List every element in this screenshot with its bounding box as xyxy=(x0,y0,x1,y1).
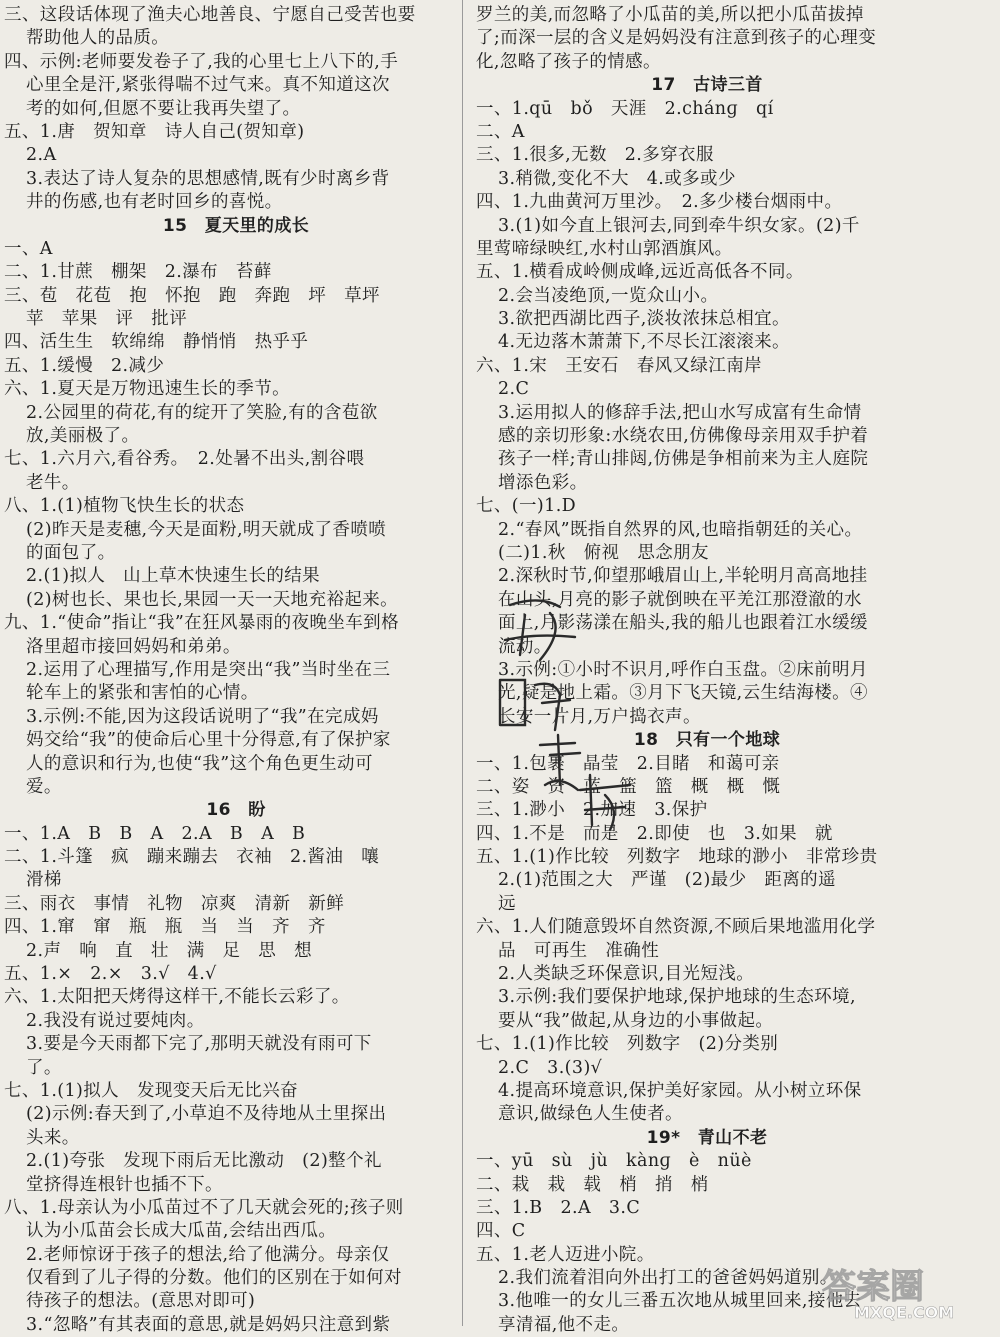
answer-line: 4.无边落木萧萧下,不尽长江滚滚来。 xyxy=(498,332,790,353)
answer-line: 老牛。 xyxy=(26,472,80,493)
answer-line: 一、1.包裹 晶莹 2.目睹 和蔼可亲 xyxy=(476,753,780,774)
answer-line: 光,疑是地上霜。③月下飞天镜,云生结海楼。④ xyxy=(498,683,868,704)
answer-line: 四、示例:老师要发卷子了,我的心里七上八下的,手 xyxy=(4,51,399,72)
answer-line: 3.示例:①小时不识月,呼作白玉盘。②床前明月 xyxy=(498,659,868,680)
answer-line: 四、1.不是 而是 2.即使 也 3.如果 就 xyxy=(476,823,833,844)
left-column xyxy=(0,0,468,1335)
answer-line: 轮车上的紧张和害怕的心情。 xyxy=(26,683,259,704)
answer-line: 2.我们流着泪向外出打工的爸爸妈妈道别。 xyxy=(498,1268,838,1289)
answer-line: 3.示例:我们要保护地球,保护地球的生态环境, xyxy=(498,987,856,1008)
answer-line: 五、1.横看成岭侧成峰,远近高低各不同。 xyxy=(476,262,804,283)
answer-line: 四、C xyxy=(476,1221,526,1242)
answer-line: 4.提高环境意识,保护美好家园。从小树立环保 xyxy=(498,1080,862,1101)
answer-line: 四、1.窜 窜 瓶 瓶 当 当 齐 齐 xyxy=(4,917,326,938)
answer-line: 2.(1)范围之大 严谨 (2)最少 距离的遥 xyxy=(498,870,836,891)
section-heading: 18 只有一个地球 xyxy=(633,730,781,751)
answer-line: 3.示例:不能,因为这段话说明了“我”在完成妈 xyxy=(26,706,379,727)
answer-line: (2)昨天是麦穗,今天是面粉,明天就成了香喷喷 xyxy=(26,519,387,540)
answer-line: 六、1.太阳把天烤得这样干,不能长云彩了。 xyxy=(4,987,350,1008)
svg-text:MXQE.COM: MXQE.COM xyxy=(854,1303,955,1322)
answer-line: 的面包了。 xyxy=(26,542,116,563)
answer-line: 五、1.唐 贺知章 诗人自己(贺知章) xyxy=(4,121,305,142)
answer-line: 一、yū sù jù kànɡ è nüè xyxy=(476,1151,752,1172)
answer-line: 2.深秋时节,仰望那峨眉山上,半轮明月高高地挂 xyxy=(498,566,868,587)
answer-line: 孩子一样;青山排闼,仿佛是争相前来为主人庭院 xyxy=(498,449,869,470)
answer-line: 二、栽 栽 载 梢 捎 梢 xyxy=(476,1174,709,1195)
answer-line: 2.C xyxy=(498,379,530,400)
answer-line: 七、1.(1)作比较 列数字 (2)分类别 xyxy=(476,1034,779,1055)
answer-line: 八、1.(1)植物飞快生长的状态 xyxy=(4,496,245,517)
answer-line: 2.会当凌绝顶,一览众山小。 xyxy=(498,285,719,306)
answer-line: 仅看到了儿子得的分数。他们的区别在于如何对 xyxy=(26,1268,402,1289)
answer-line: 七、1.六月六,看谷秀。 2.处暑不出头,割谷喂 xyxy=(4,449,365,470)
answer-line: 认为小瓜苗会长成大瓜苗,会结出西瓜。 xyxy=(26,1221,337,1242)
answer-line: 心里全是汗,紧张得喘不过气来。真不知道这次 xyxy=(26,75,390,96)
answer-line: 2.人类缺乏环保意识,目光短浅。 xyxy=(498,964,755,985)
answer-line: 堂挤得连根针也插不下。 xyxy=(26,1174,223,1195)
answer-line: 二、1.斗篷 疯 蹦来蹦去 衣袖 2.酱油 嚷 xyxy=(4,847,380,868)
answer-line: 一、1.A B B A 2.A B A B xyxy=(4,823,306,844)
answer-line: 2.“春风”既指自然界的风,也暗指朝廷的关心。 xyxy=(498,519,863,540)
answer-line: 五、1.× 2.× 3.√ 4.√ xyxy=(4,964,217,985)
section-heading: 15 夏天里的成长 xyxy=(162,215,310,236)
answer-line: 3.他唯一的女儿三番五次地从城里回来,接他去 xyxy=(498,1291,862,1312)
answer-line: 2.公园里的荷花,有的绽开了笑脸,有的含苞欲 xyxy=(26,402,378,423)
answer-line: 二、A xyxy=(476,121,525,142)
answer-line: 一、1.qū bǒ 天涯 2.chánɡ qí xyxy=(476,98,774,119)
answer-line: (二)1.秋 俯视 思念朋友 xyxy=(498,542,709,563)
answer-line: 三、1.很多,无数 2.多穿衣服 xyxy=(476,145,714,166)
answer-line: 2.我没有说过要炖肉。 xyxy=(26,1010,205,1031)
answer-line: 3.稍微,变化不大 4.或多或少 xyxy=(498,168,736,189)
answer-line: 远 xyxy=(498,893,516,914)
answer-line: 3.欲把西湖比西子,淡妆浓抹总相宜。 xyxy=(498,309,790,330)
answer-line: 3.运用拟人的修辞手法,把山水写成富有生命情 xyxy=(498,402,862,423)
answer-line: 一、A xyxy=(4,238,53,259)
answer-line: 2.声 响 直 壮 满 足 思 想 xyxy=(26,940,312,961)
answer-line: 六、1.宋 王安石 春风又绿江南岸 xyxy=(476,355,762,376)
answer-line: 二、姿 资 蓝 篮 篮 概 概 慨 xyxy=(476,776,781,797)
answer-line: 人的意识和行为,也使“我”这个角色更生动可 xyxy=(26,753,373,774)
svg-text:答案圈: 答案圈 xyxy=(822,1267,924,1307)
answer-line: 三、1.渺小 2.加速 3.保护 xyxy=(476,800,708,821)
answer-line: 意识,做绿色人生使者。 xyxy=(498,1104,683,1125)
answer-line: (2)示例:春天到了,小草迫不及待地从土里探出 xyxy=(26,1104,387,1125)
answer-line: 放,美丽极了。 xyxy=(26,426,140,447)
answer-line: 八、1.母亲认为小瓜苗过不了几天就会死的;孩子则 xyxy=(4,1197,404,1218)
answer-line: 了;而深一层的含义是妈妈没有注意到孩子的心理变 xyxy=(476,28,877,49)
answer-line: 洛里超市接回妈妈和弟弟。 xyxy=(26,636,241,657)
answer-line: 化,忽略了孩子的情感。 xyxy=(476,51,661,72)
answer-line: 二、1.甘蔗 棚架 2.瀑布 苔藓 xyxy=(4,262,272,283)
answer-line: 三、1.B 2.A 3.C xyxy=(476,1197,641,1218)
answer-line: 六、1.人们随意毁坏自然资源,不顾后果地滥用化学 xyxy=(476,917,876,938)
answer-line: 2.(1)夸张 发现下雨后无比激动 (2)整个礼 xyxy=(26,1151,382,1172)
answer-line: 品 可再生 准确性 xyxy=(498,940,660,961)
answer-line: 五、1.缓慢 2.减少 xyxy=(4,355,165,376)
answer-line: 四、1.九曲黄河万里沙。 2.多少楼台烟雨中。 xyxy=(476,192,843,213)
answer-line: 三、这段话体现了渔夫心地善良、宁愿自己受苦也要 xyxy=(4,5,416,25)
answer-line: 2.(1)拟人 山上草木快速生长的结果 xyxy=(26,566,321,587)
answer-line: 享清福,他不走。 xyxy=(498,1314,630,1335)
answer-line: 2.运用了心理描写,作用是突出“我”当时坐在三 xyxy=(26,659,391,680)
answer-line: 六、1.夏天是万物迅速生长的季节。 xyxy=(4,379,290,400)
answer-line: 要从“我”做起,从身边的小事做起。 xyxy=(498,1010,774,1031)
answer-line: 待孩子的想法。(意思对即可) xyxy=(26,1291,256,1312)
answer-line: 滑梯 xyxy=(26,870,62,891)
answer-line: 2.老师惊讶于孩子的想法,给了他满分。母亲仅 xyxy=(26,1244,390,1265)
answer-line: 3.“忽略”有其表面的意思,就是妈妈只注意到紫 xyxy=(26,1314,391,1335)
answer-line: 四、活生生 软绵绵 静悄悄 热乎乎 xyxy=(4,332,309,353)
answer-line: 头来。 xyxy=(26,1127,80,1148)
answer-line: 3.表达了诗人复杂的思想感情,既有少时离乡背 xyxy=(26,168,390,189)
answer-line: 考的如何,但愿不要让我再失望了。 xyxy=(26,98,301,119)
answer-line: 流动。 xyxy=(498,636,552,657)
answer-line: 井的伤感,也有老时回乡的喜悦。 xyxy=(26,192,283,213)
answer-line: 帮助他人的品质。 xyxy=(26,28,170,49)
answer-line: 九、1.“使命”指让“我”在狂风暴雨的夜晚坐车到格 xyxy=(4,613,399,634)
answer-line: 七、1.(1)拟人 发现变天后无比兴奋 xyxy=(4,1080,299,1101)
answer-line: 面上,月影荡漾在船头,我的船儿也跟着江水缓缓 xyxy=(498,613,868,634)
answer-line: 2.C 3.(3)√ xyxy=(498,1057,603,1078)
answer-line: 苹 苹果 评 批评 xyxy=(26,309,188,330)
answer-line: 爱。 xyxy=(26,776,62,797)
answer-line: 三、雨衣 事情 礼物 凉爽 清新 新鲜 xyxy=(4,893,345,914)
answer-line: 妈交给“我”的使命后心里十分得意,有了保护家 xyxy=(26,730,391,751)
section-heading: 19* 青山不老 xyxy=(646,1127,768,1148)
answer-line: 3.(1)如今直上银河去,同到牵牛织女家。(2)千 xyxy=(498,215,860,236)
section-heading: 16 盼 xyxy=(206,800,266,821)
answer-line: 了。 xyxy=(26,1057,62,1078)
answer-line: (2)树也长、果也长,果园一天一天地充裕起来。 xyxy=(26,589,399,610)
answer-line: 增添色彩。 xyxy=(498,472,588,493)
answer-line: 2.A xyxy=(26,145,57,166)
answer-line: 在山头,月亮的影子就倒映在平羌江那澄澈的水 xyxy=(498,589,862,610)
answer-line: 七、(一)1.D xyxy=(476,496,577,517)
answer-line: 罗兰的美,而忽略了小瓜苗的美,所以把小瓜苗拔掉 xyxy=(476,5,864,25)
answer-line: 里莺啼绿映红,水村山郭酒旗风。 xyxy=(476,238,733,259)
column-divider xyxy=(462,0,463,1326)
answer-line: 3.要是今天雨都下完了,那明天就没有雨可下 xyxy=(26,1034,372,1055)
answer-line: 感的亲切形象:水绕农田,仿佛像母亲用双手护着 xyxy=(498,426,869,447)
right-column xyxy=(470,0,938,1335)
answer-line: 五、1.(1)作比较 列数字 地球的渺小 非常珍贵 xyxy=(476,847,878,868)
answer-line: 长安一片月,万户捣衣声。 xyxy=(498,706,701,727)
section-heading: 17 古诗三首 xyxy=(651,75,763,96)
answer-line: 三、苞 花苞 抱 怀抱 跑 奔跑 坪 草坪 xyxy=(4,285,380,306)
watermark-logo xyxy=(814,1262,994,1322)
answer-line: 五、1.老人迈进小院。 xyxy=(476,1244,655,1265)
